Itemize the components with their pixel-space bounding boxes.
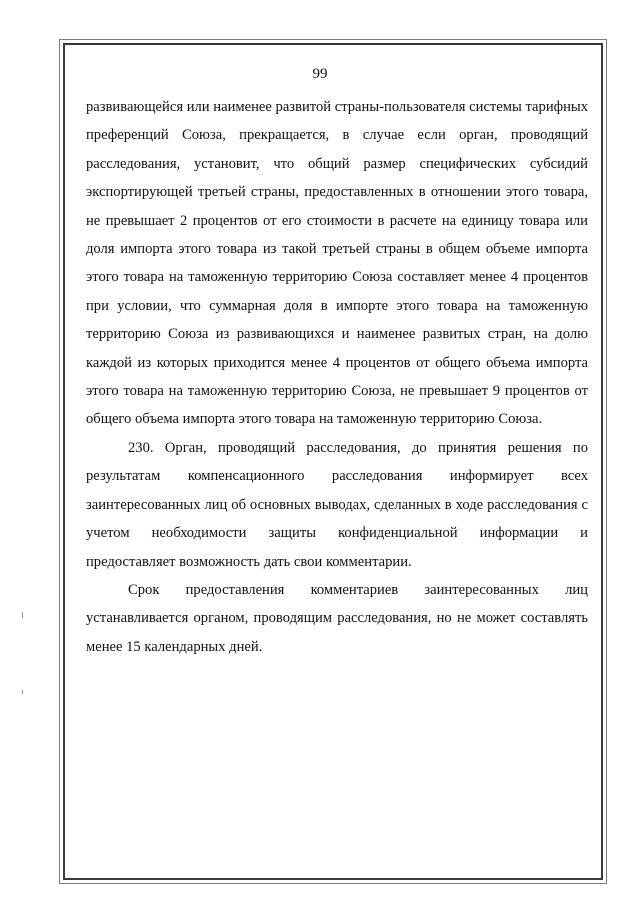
paragraph: Срок предоставления комментариев заинтересованных лиц устанавливается органом, проводящим расследования, но не может составлять менее 15 календарных дней. (86, 581, 588, 655)
paragraph: развивающейся или наименее развитой страны-пользователя системы тарифных преференций Союза, прекращается, в случае если орган, проводящий расследования, установит, что общий размер специфических субсидий экспортирующей третьей страны, предоставленных в отношении этого товара, не превышает 2 процентов от его стоимости в расчете на единицу товара или доля импорта этого товара из такой третьей страны в общем объеме импорта этого товара на таможенную территорию Союза составляет менее 4 процентов при условии, что суммарная доля в импорте этого товара на таможенную территорию Союза из развивающихся и наименее развитых стран, на долю каждой из которых приходится менее 4 процентов от общего объема импорта этого товара на таможенную территорию Союза, не превышает 9 процентов от общего объема импорта этого товара на таможенную территорию Союза. (86, 99, 588, 428)
scan-artifact (22, 612, 23, 618)
page-number: 99 (312, 66, 328, 82)
paragraph-230: 230. Орган, проводящий расследования, до принятия решения по результатам компенсационного расследования информирует всех заинтересованных лиц об основных выводах, сделанных в ходе расследования с учетом необходимости защиты конфиденциальной информации и предоставляет возможность дать свои комментарии. (86, 439, 588, 570)
document-body (86, 93, 588, 661)
scan-artifact (22, 690, 23, 694)
